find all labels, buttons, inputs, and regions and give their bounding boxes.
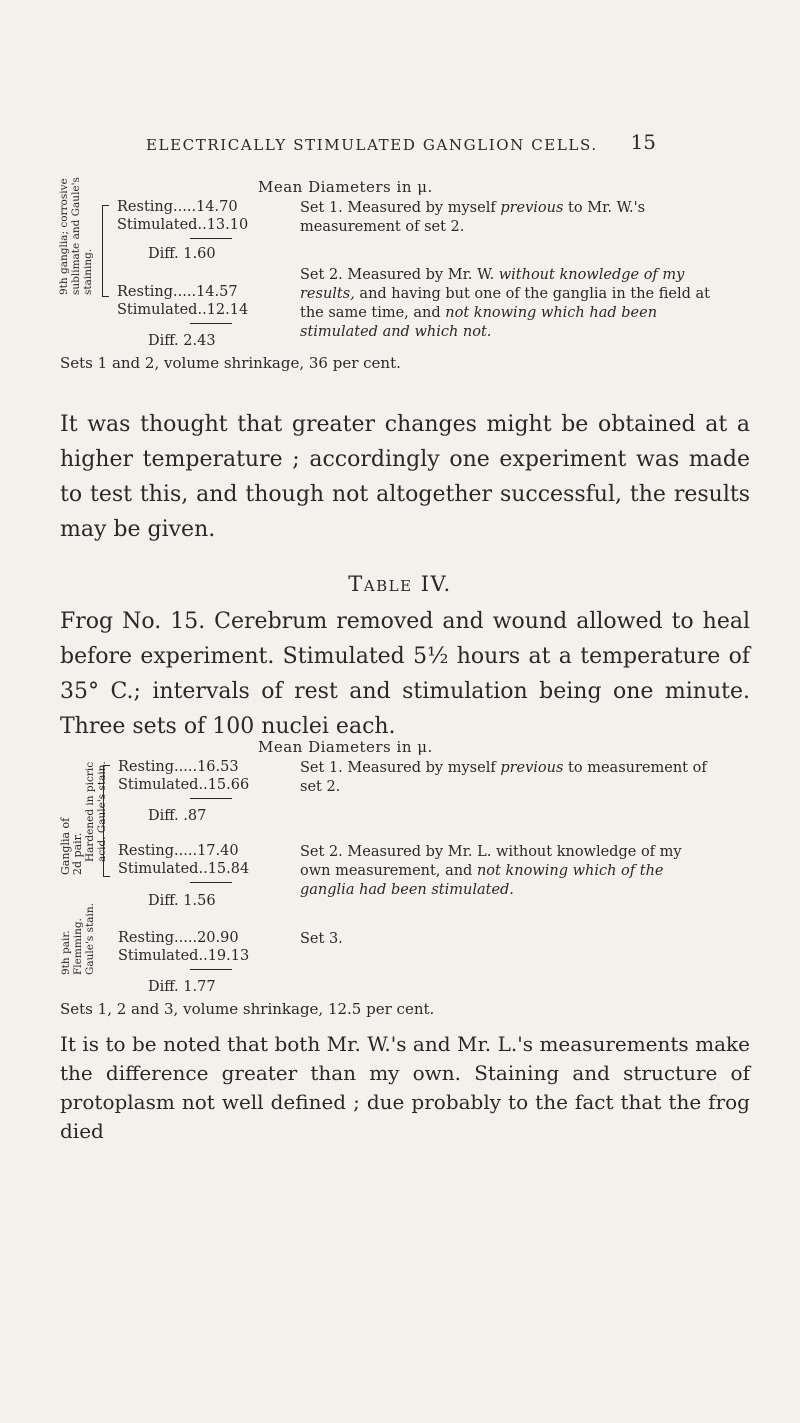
- table4-row: Stimulated..15.84: [118, 861, 250, 877]
- table3-row: Resting.....14.57: [117, 284, 238, 300]
- table4-brace: [103, 765, 110, 877]
- table4-diff: Diff. 1.77: [148, 979, 216, 995]
- paragraph-1: It was thought that greater changes might be obtained at a higher temperature ; accordingly one experiment was made to test this, and though not altogether successful, the results may be given.: [60, 412, 750, 542]
- table4-caption: Mean Diameters in μ.: [258, 738, 433, 756]
- table4-summary: Sets 1, 2 and 3, volume shrinkage, 12.5 per cent.: [60, 1000, 435, 1018]
- table3-row: Stimulated..12.14: [117, 302, 249, 318]
- table3-row: Stimulated..13.10: [117, 217, 249, 233]
- table4-description: Frog No. 15. Cerebrum removed and wound allowed to heal before experiment. Stimulated 5½ hours at a temperature of 35° C.; intervals of rest and stimulation being one minute. Three sets of 100 nuclei each.: [60, 609, 750, 739]
- table4-side-label-low: 9th pair. Flemming. Gaule's stain.: [60, 903, 96, 975]
- table3-diff: Diff. 2.43: [148, 333, 216, 349]
- table3-caption: Mean Diameters in μ.: [258, 178, 433, 196]
- page-number: 15: [630, 130, 656, 154]
- table3-diff: Diff. 1.60: [148, 246, 216, 262]
- table4-row: Stimulated..15.66: [118, 777, 250, 793]
- table3-summary: Sets 1 and 2, volume shrinkage, 36 per cent.: [60, 354, 401, 372]
- table3-row: Resting.....14.70: [117, 199, 238, 215]
- running-title: ELECTRICALLY STIMULATED GANGLION CELLS.: [146, 136, 598, 154]
- table3-diff-rule: [190, 238, 232, 239]
- table4-side-label-mid: Hardened in picric acid. Gaule's stain.: [84, 761, 108, 862]
- table4-row: Resting.....17.40: [118, 843, 239, 859]
- table4-diff-rule: [190, 798, 232, 799]
- table4-diff-rule: [190, 969, 232, 970]
- table3-set1-note: Set 1. Measured by myself previous to Mr. W.'s measurement of set 2.: [300, 200, 646, 235]
- table4-set3-note: Set 3.: [300, 931, 343, 947]
- table4-row: Resting.....20.90: [118, 930, 239, 946]
- table4-side-label-outer: Ganglia of 2d pair.: [59, 817, 84, 875]
- table3-brace: [102, 205, 109, 297]
- table4-diff-rule: [190, 882, 232, 883]
- running-header: [146, 130, 656, 154]
- table4-title: Table IV.: [348, 572, 452, 596]
- table3-diff-rule: [190, 323, 232, 324]
- table4-set2-note: Set 2. Measured by Mr. L. without knowledge of my own measurement, and not knowing which of the ganglia had been stimulated.: [300, 844, 682, 898]
- table4-diff: Diff. 1.56: [148, 893, 216, 909]
- paragraph-2: It is to be noted that both Mr. W.'s and Mr. L.'s measurements make the difference greater than my own. Staining and structure of protoplasm not well defined ; due probably to the fact that the frog died: [60, 1032, 750, 1143]
- table4-set1-note: Set 1. Measured by myself previous to measurement of set 2.: [300, 760, 707, 795]
- table3-side-label: 9th ganglia; corrosive sublimate and Gaule's staining.: [58, 177, 94, 295]
- table3-set2-note: Set 2. Measured by Mr. W. without knowledge of my results, and having but one of the ganglia in the field at the same time, and not knowing which had been stimulated and which not.: [300, 267, 710, 340]
- table4-row: Stimulated..19.13: [118, 948, 250, 964]
- table4-diff: Diff. .87: [148, 808, 207, 824]
- table4-row: Resting.....16.53: [118, 759, 239, 775]
